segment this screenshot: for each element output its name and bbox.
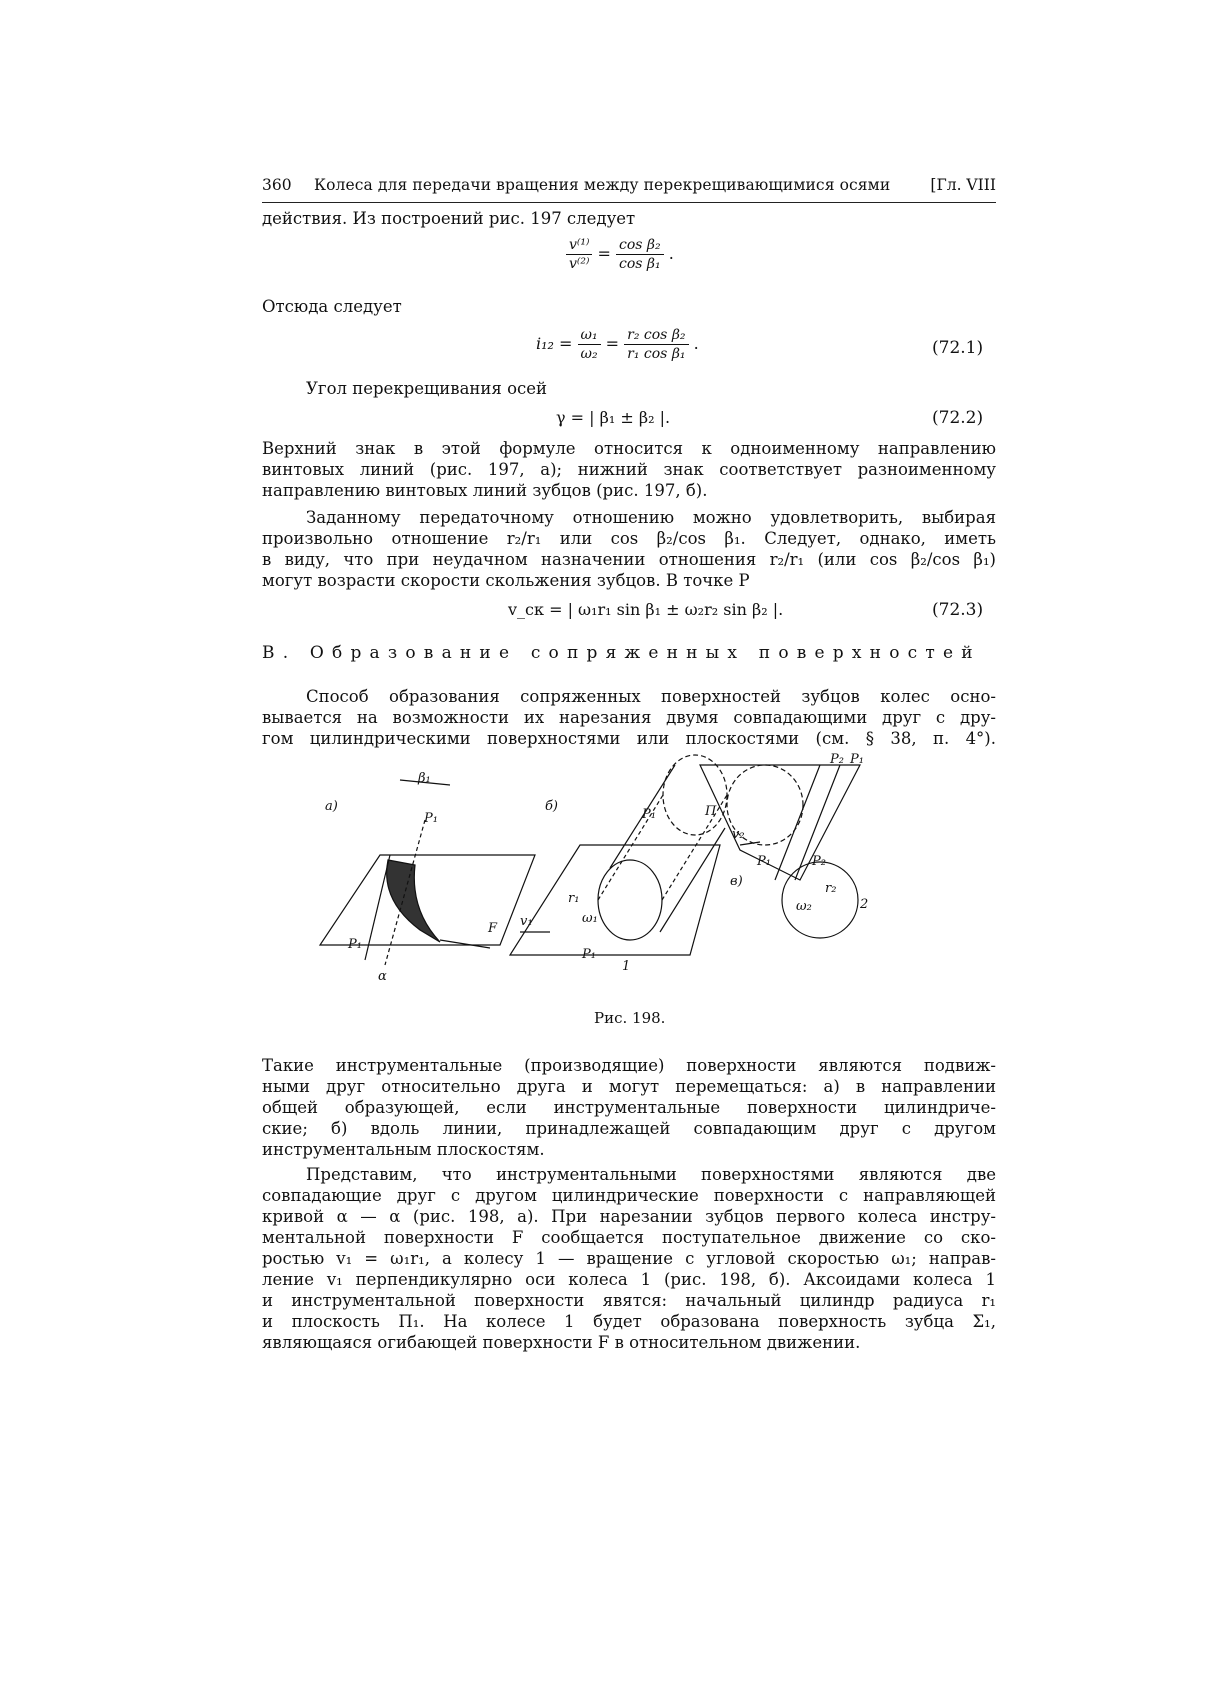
paragraph-line: направлению винтовых линий зубцов (рис. 197, б). — [262, 481, 708, 500]
paragraph-line: Верхний знак в этой формуле относится к одноименному направлению — [262, 439, 996, 458]
paragraph-line: Такие инструментальные (производящие) поверхности являются подвиж- — [262, 1056, 996, 1075]
svg-text:P₁: P₁ — [757, 854, 771, 869]
paragraph-line: Заданному передаточному отношению можно удовлетворить, выбирая — [306, 508, 996, 527]
paragraph-line: Способ образования сопряженных поверхностей зубцов колес осно- — [306, 687, 996, 706]
svg-text:P₂: P₂ — [830, 752, 844, 767]
equation-velocity-ratio: $\frac{\text{v⁽¹⁾}}{\text{v⁽²⁾}}$ = $\frac{\text{cos β₂}}{\text{cos β₁}}$ . — [566, 236, 674, 273]
paragraph-line: Представим, что инструментальными поверхностями являются две — [306, 1165, 996, 1184]
running-title: Колеса для передачи вращения между перекрещивающимися осями — [314, 176, 891, 194]
equation-72-3: v_ск = | ω₁r₁ sin β₁ ± ω₂r₂ sin β₂ |. — [508, 600, 784, 619]
svg-text:в): в) — [730, 874, 743, 889]
paragraph-line: винтовых линий (рис. 197, а); нижний знак соответствует разноименному — [262, 460, 996, 479]
paragraph-line: ными друг относительно друга и могут перемещаться: а) в направлении — [262, 1077, 996, 1096]
svg-text:а): а) — [325, 799, 338, 814]
svg-text:r₁: r₁ — [568, 891, 580, 906]
svg-text:P₁: P₁ — [424, 811, 438, 826]
running-head — [262, 176, 996, 203]
F-leader — [440, 940, 490, 948]
svg-text:П: П — [705, 804, 717, 819]
paragraph-line: кривой α — α (рис. 198, а). При нарезании зубцов первого колеса инстру- — [262, 1207, 996, 1226]
paragraph-line: и плоскость П₁. На колесе 1 будет образована поверхность зубца Σ₁, — [262, 1312, 996, 1331]
paragraph-line: действия. Из построений рис. 197 следует — [262, 209, 636, 228]
paragraph-line: совпадающие друг с другом цилиндрические поверхности с направляющей — [262, 1186, 996, 1205]
svg-text:1: 1 — [622, 959, 631, 974]
equation-number: (72.3) — [932, 600, 984, 620]
page-number: 360 — [262, 176, 292, 194]
equation-number: (72.1) — [932, 338, 984, 358]
cylinder-1-base — [598, 860, 662, 940]
paragraph-line: Угол перекрещивания осей — [306, 379, 548, 398]
paragraph-line: ростью v₁ = ω₁r₁, а колесу 1 — вращение с угловой скоростью ω₁; направ- — [262, 1249, 996, 1268]
paragraph-line: и инструментальной поверхности явятся: начальный цилиндр радиуса r₁ — [262, 1291, 996, 1310]
paragraph-line: общей образующей, если инструментальные поверхности цилиндриче- — [262, 1098, 996, 1117]
alpha-line — [365, 855, 390, 960]
paragraph-line: ские; б) вдоль линии, принадлежащей совпадающим друг с другом — [262, 1119, 996, 1138]
svg-text:б): б) — [545, 799, 559, 814]
paragraph-line: вывается на возможности их нарезания двумя совпадающими друг с дру- — [262, 708, 996, 727]
svg-text:r₂: r₂ — [825, 881, 837, 896]
plane-b — [510, 845, 720, 955]
cylinder-1-top — [663, 755, 727, 835]
equation-number: (72.2) — [932, 408, 984, 428]
paragraph-line: инструментальным плоскостям. — [262, 1140, 545, 1159]
chapter-ref: [Гл. VIII — [930, 176, 996, 194]
figure-caption: Рис. 198. — [594, 1009, 666, 1027]
v2-arrow — [740, 842, 760, 845]
paragraph-line: произвольно отношение r₂/r₁ или cos β₂/cos β₁. Следует, однако, иметь — [262, 529, 996, 548]
wheel-2 — [782, 862, 858, 938]
section-title: В. Образование сопряженных поверхностей — [262, 643, 981, 663]
paragraph-line: Отсюда следует — [262, 297, 402, 316]
svg-text:ω₁: ω₁ — [582, 911, 598, 926]
svg-text:P₁: P₁ — [642, 807, 656, 822]
plane-v — [700, 765, 860, 880]
svg-text:v₁: v₁ — [520, 914, 533, 929]
svg-text:F: F — [488, 921, 498, 936]
svg-text:P₁: P₁ — [348, 937, 362, 952]
equation-72-2: γ = | β₁ ± β₂ |. — [556, 408, 671, 427]
svg-text:P₁: P₁ — [582, 947, 596, 962]
paragraph-line: ментальной поверхности F сообщается поступательное движение со ско- — [262, 1228, 996, 1247]
equation-72-1: i₁₂ = $\frac{\text{ω₁}}{\text{ω₂}}$ = $\frac{\text{r₂ cos β₂}}{\text{r₁ cos β₁}}$ . — [536, 327, 699, 362]
paragraph-line: ление v₁ перпендикулярно оси колеса 1 (рис. 198, б). Аксоидами колеса 1 — [262, 1270, 996, 1289]
figure-198 — [320, 752, 960, 1000]
svg-text:β₁: β₁ — [418, 771, 431, 786]
svg-text:ω₂: ω₂ — [796, 899, 812, 914]
svg-text:2: 2 — [860, 897, 869, 912]
svg-text:v₂: v₂ — [732, 827, 745, 842]
paragraph-line: гом цилиндрическими поверхностями или плоскостями (см. § 38, п. 4°). — [262, 729, 996, 748]
paragraph-line: являющаяся огибающей поверхности F в относительном движении. — [262, 1333, 861, 1352]
svg-text:α: α — [378, 969, 387, 984]
svg-text:P₂: P₂ — [812, 854, 826, 869]
paragraph-line: могут возрасти скорости скольжения зубцов. В точке P — [262, 571, 750, 590]
paragraph-line: в виду, что при неудачном назначении отношения r₂/r₁ (или cos β₂/cos β₁) — [262, 550, 996, 569]
svg-text:P₁: P₁ — [850, 752, 864, 767]
